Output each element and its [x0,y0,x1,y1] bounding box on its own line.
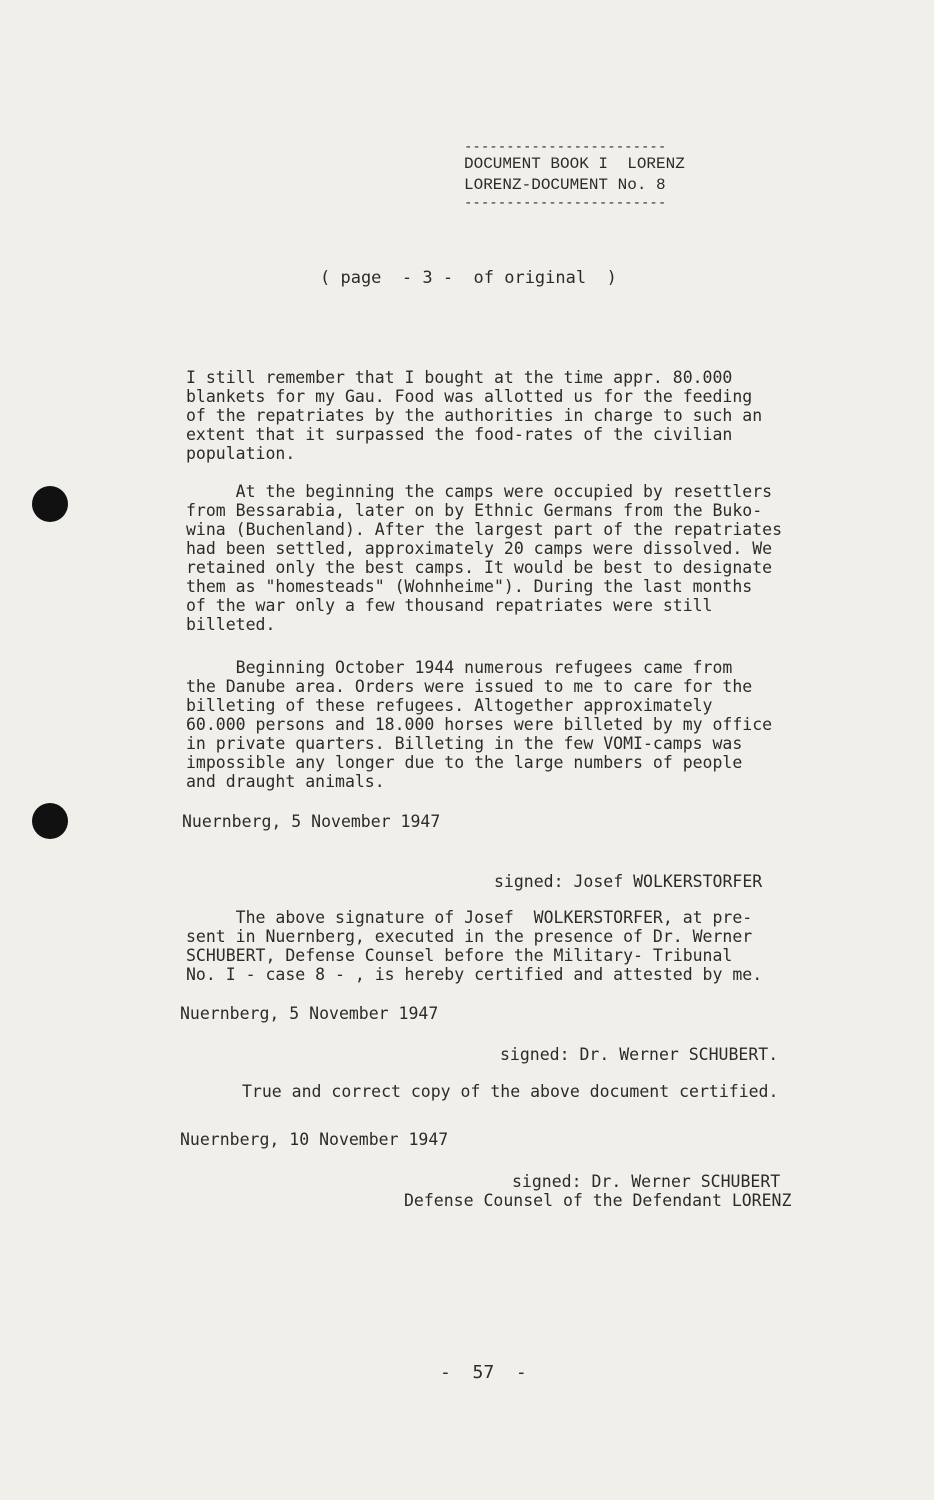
text-line: wina (Buchenland). After the largest part of the repatriates [186,520,783,539]
date-line: Nuernberg, 10 November 1947 [180,1130,449,1149]
text-line: of the repatriates by the authorities in charge to such an [186,406,763,425]
certification-paragraph [186,908,896,984]
text-line: from Bessarabia, later on by Ethnic Germans from the Buko- [186,501,763,520]
text-line: had been settled, approximately 20 camps were dissolved. We [186,539,773,558]
text-line: population. [186,444,296,463]
text-line: The above signature of Josef WOLKERSTORFER, at pre- [186,908,753,927]
text-line: impossible any longer due to the large numbers of people [186,753,743,772]
paragraph-3 [186,658,896,791]
true-copy-certification: True and correct copy of the above document certified. [242,1082,779,1101]
text-line: sent in Nuernberg, executed in the presence of Dr. Werner [186,927,753,946]
page-number: - 57 - [440,1362,527,1383]
paragraph-1 [186,368,896,463]
signature-title: Defense Counsel of the Defendant LORENZ [404,1191,792,1210]
text-line: in private quarters. Billeting in the few VOMI-camps was [186,734,743,753]
text-line: retained only the best camps. It would be best to designate [186,558,773,577]
text-line: blankets for my Gau. Food was allotted us for the feeding [186,387,753,406]
document-number-label: LORENZ-DOCUMENT No. 8 [464,176,666,194]
text-line: 60.000 persons and 18.000 horses were billeted by my office [186,715,773,734]
text-line: At the beginning the camps were occupied by resettlers [186,482,773,501]
text-line: them as "homesteads" (Wohnheime"). During the last months [186,577,753,596]
text-line: and draught animals. [186,772,385,791]
text-line: SCHUBERT, Defense Counsel before the Military- Tribunal [186,946,733,965]
text-line: extent that it surpassed the food-rates of the civilian [186,425,733,444]
text-line: the Danube area. Orders were issued to me to care for the [186,677,753,696]
text-line: of the war only a few thousand repatriates were still [186,596,713,615]
signature-wolkerstorfer: signed: Josef WOLKERSTORFER [494,872,763,891]
header-rule-top: ------------------------ [464,139,667,155]
document-header [464,140,754,210]
paragraph-2 [186,482,896,634]
text-line: billeting of these refugees. Altogether approximately [186,696,713,715]
header-rule-bottom: ------------------------ [464,195,667,211]
date-line: Nuernberg, 5 November 1947 [180,1004,439,1023]
text-line: No. I - case 8 - , is hereby certified and attested by me. [186,965,763,984]
original-page-note: ( page - 3 - of original ) [320,268,617,288]
punch-hole [32,486,68,522]
text-line: billeted. [186,615,276,634]
text-line: I still remember that I bought at the time appr. 80.000 [186,368,733,387]
date-line: Nuernberg, 5 November 1947 [182,812,441,831]
signature-schubert-final: signed: Dr. Werner SCHUBERT [512,1172,781,1191]
signature-schubert: signed: Dr. Werner SCHUBERT. [500,1045,779,1064]
text-line: Beginning October 1944 numerous refugees came from [186,658,733,677]
punch-hole [32,803,68,839]
document-book-label: DOCUMENT BOOK I LORENZ [464,155,685,173]
